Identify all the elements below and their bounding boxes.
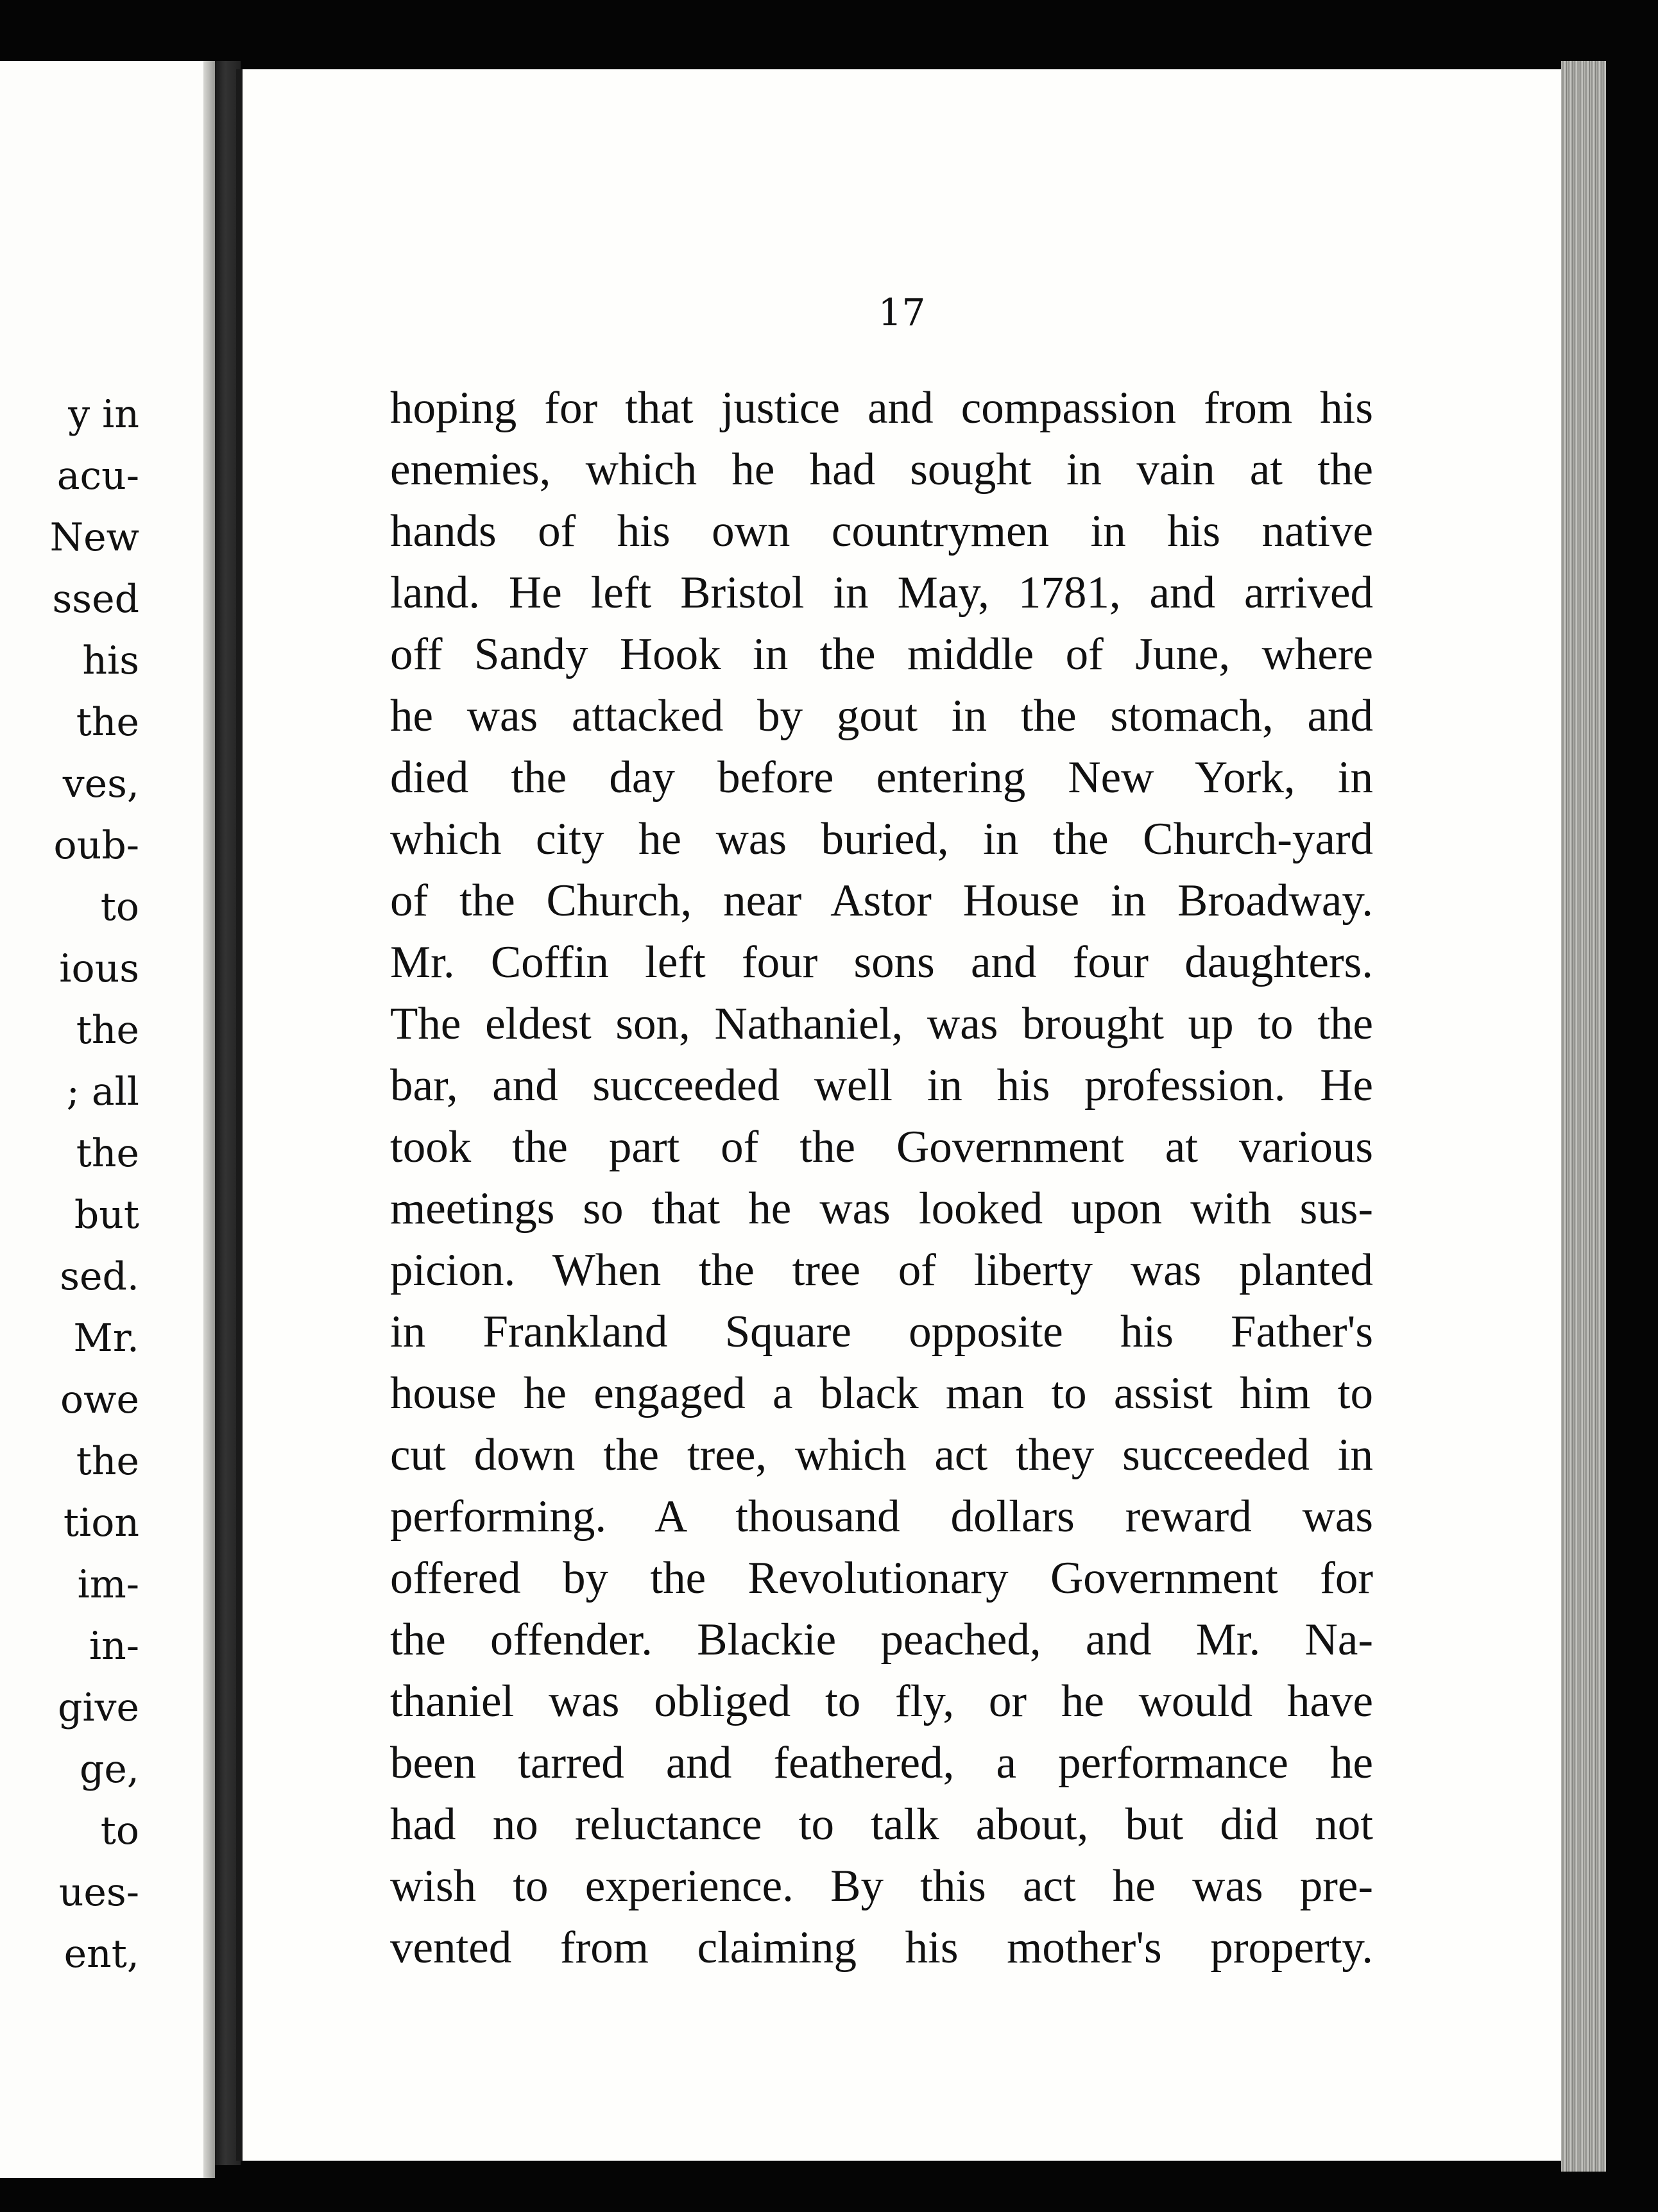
left-line: ssed	[52, 577, 139, 622]
left-line: his	[82, 638, 139, 683]
left-line: owe	[60, 1377, 139, 1422]
text-line: hoping for that justice and compassion from his	[390, 383, 1373, 433]
page-body-text	[390, 377, 1373, 1978]
left-line: but	[74, 1193, 139, 1238]
text-line: The eldest son, Nathaniel, was brought up to the	[390, 999, 1373, 1049]
text-line: house he engaged a black man to assist him to	[390, 1368, 1373, 1418]
left-line: y in	[68, 392, 139, 437]
left-line: in-	[89, 1624, 139, 1669]
left-line: the	[76, 1131, 139, 1176]
text-line: meetings so that he was looked upon with sus-	[390, 1184, 1373, 1234]
text-line: of the Church, near Astor House in Broadway.	[390, 876, 1373, 926]
right-page	[236, 69, 1561, 2161]
text-line: vented from claiming his mother's property.	[390, 1923, 1373, 1973]
text-line: wish to experience. By this act he was pre-	[390, 1861, 1373, 1911]
text-line: took the part of the Government at various	[390, 1122, 1373, 1172]
left-line: the	[76, 700, 139, 745]
text-line: had no reluctance to talk about, but did not	[390, 1799, 1373, 1850]
text-line: which city he was buried, in the Church-yard	[390, 814, 1373, 864]
text-line: cut down the tree, which act they succeeded in	[390, 1430, 1373, 1480]
text-line: he was attacked by gout in the stomach, and	[390, 691, 1373, 741]
left-line: to	[100, 885, 139, 930]
left-line: to	[100, 1808, 139, 1853]
left-line: ; all	[66, 1069, 139, 1114]
left-line: the	[76, 1439, 139, 1484]
left-line: im-	[77, 1562, 139, 1607]
text-line: land. He left Bristol in May, 1781, and arrived	[390, 568, 1373, 618]
left-line: give	[57, 1685, 139, 1730]
text-line: the offender. Blackie peached, and Mr. Na-	[390, 1615, 1373, 1665]
left-line: ious	[59, 946, 139, 991]
text-line: picion. When the tree of liberty was planted	[390, 1245, 1373, 1295]
left-line: Mr.	[73, 1316, 139, 1361]
text-line: offered by the Revolutionary Government for	[390, 1553, 1373, 1603]
text-line: been tarred and feathered, a performance he	[390, 1738, 1373, 1788]
text-line: hands of his own countrymen in his native	[390, 506, 1373, 556]
page-edges	[1561, 61, 1606, 2172]
text-line: bar, and succeeded well in his profession. He	[390, 1060, 1373, 1110]
text-line: in Frankland Square opposite his Father's	[390, 1307, 1373, 1357]
left-line: sed.	[60, 1254, 139, 1299]
left-line: ent,	[64, 1932, 139, 1977]
left-line: the	[76, 1008, 139, 1053]
left-page-text	[0, 384, 139, 1985]
left-page	[0, 61, 215, 2178]
left-line: tion	[63, 1501, 139, 1545]
left-line: acu-	[56, 454, 139, 498]
text-line: enemies, which he had sought in vain at the	[390, 445, 1373, 495]
text-line: died the day before entering New York, in	[390, 753, 1373, 803]
left-line: ues-	[58, 1870, 139, 1915]
text-line: thaniel was obliged to fly, or he would have	[390, 1676, 1373, 1726]
left-page-edge	[203, 61, 215, 2178]
text-line: performing. A thousand dollars reward was	[390, 1492, 1373, 1542]
left-line: ves,	[62, 761, 139, 806]
text-line: Mr. Coffin left four sons and four daughters.	[390, 937, 1373, 987]
left-line: oub-	[53, 823, 139, 868]
left-line: ge,	[80, 1747, 139, 1792]
text-line: off Sandy Hook in the middle of June, where	[390, 629, 1373, 679]
page-number: 17	[878, 291, 926, 334]
left-line: New	[49, 515, 139, 560]
